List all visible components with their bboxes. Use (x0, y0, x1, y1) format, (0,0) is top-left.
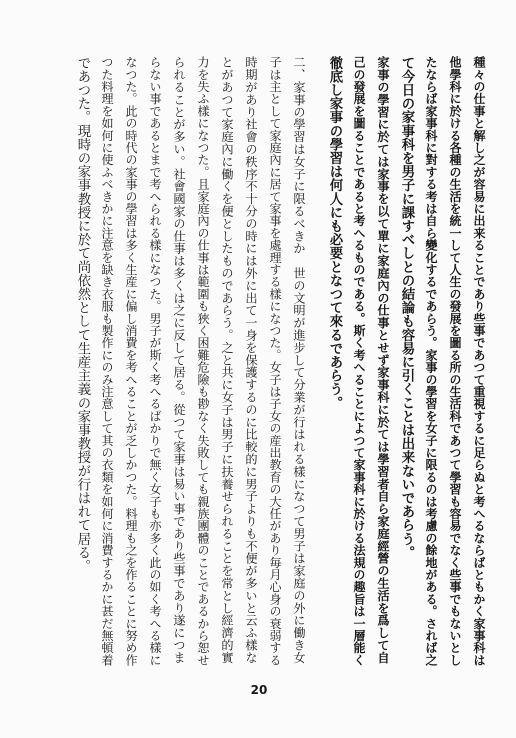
text-column-15: なつた。此の時代の家事の學習は多く生産に偏し消費を考へることが乏しかつた。料理も之を作ることに努め作 (124, 56, 138, 666)
text-column-4: て今日の家事科を男子に課すべしとの結論も容易に引くことは出来ないであらう。 (399, 56, 415, 560)
text-column-17: であつた。現時の家事教授に於て尚依然として生産主義の家事教授が行はれて居る。 (75, 56, 90, 573)
text-column-10: 時期があり社會の秩序不十分の時には外に出て一身を保護するのに比較的に男子よりも不便が多いと云ふ樣な (244, 56, 258, 664)
text-column-11: とがあつて家庭內に働くを便としたものであらう。之と共に女子は男子に扶養せられることを常とし經濟的實 (220, 56, 234, 664)
page-number: 20 (250, 683, 268, 697)
text-column-7: 徹底し家事の學習は何人にも必要となつて來るであらう。 (327, 56, 343, 410)
text-column-9: 子は主として家庭內に居て家事を處理する樣になつた。女子は子女の産出教育の大任があり毎月心身の衰弱する (268, 56, 282, 666)
text-column-3: たならば家事科に對する考は自ら變化するであらう。家事の學習を女子に限るのは考慮の餘地がある。されば之 (424, 56, 438, 666)
text-column-8: 二、家事の學習は女子に限るべきか 世の文明が進步して分業が行はれる樣になつて男子は家庭の外に働き女 (292, 56, 306, 664)
text-column-5: 家事の學習に於ては家事を以て單に家庭內の仕事とせず家事科に於ては學習者自ら家庭經營の生活を爲して自 (376, 56, 390, 664)
text-column-2: 他學科に於ける各種の生活を統一して人生の發展を圖る所の生活科であつて學習も容易でなく些事でもないとし (448, 56, 462, 666)
text-column-16: つた料理を如何に使ふべきかに注意を缺き衣服も製作にのみ注意して其の衣類を如何に消費するかに甚だ無頓着 (100, 56, 114, 666)
text-column-12: 力を失ふ樣になつた。且家庭內の仕事は範圍も狹く困難危險も尠なく失敗しても親族團體のことであるから恕せ (196, 56, 210, 666)
text-column-13: られることが多い。社會國家の仕事は多くは之に反して居る。從つて家事は易い事であり些事であり遂につま (172, 56, 186, 664)
text-column-14: らない事であるとまで考へられる樣になつた。男子が斯く考へるばかりで無く女子も亦多く此の如く考へる樣に (148, 56, 162, 666)
text-column-6: 己の發展を圖ることであると考へるものである。斯く考へることによつて家事科に於ける法規の趣旨は一層能く (352, 56, 366, 666)
text-column-1: 種々の仕事と解し之が容易に出来ることであり些事であつて重視するに足らぬと考へるならばともかく家事科は (472, 56, 486, 666)
